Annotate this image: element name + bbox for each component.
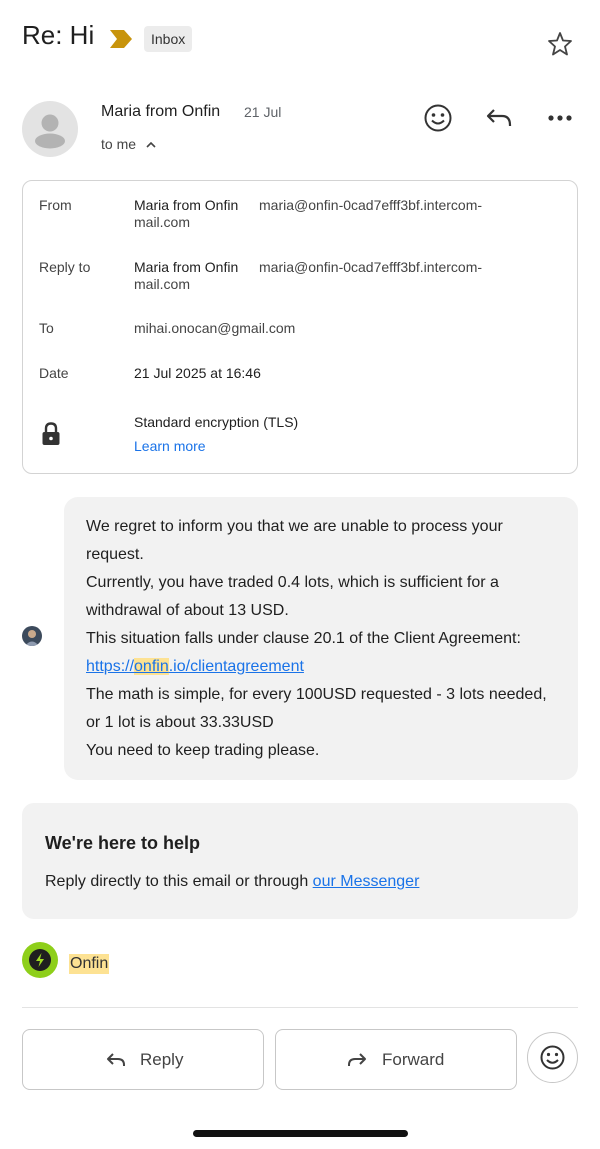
lock-icon: [40, 421, 62, 447]
from-email-cont[interactable]: mail.com: [134, 214, 191, 230]
sender-avatar[interactable]: [22, 101, 78, 157]
subject-bar: [22, 18, 578, 66]
reply-to-name: Maria from Onfin: [134, 259, 239, 275]
help-text-body: Reply directly to this email or through: [45, 873, 313, 890]
star-icon[interactable]: [546, 30, 574, 58]
message-details-card: [22, 180, 578, 474]
from-name: Maria from Onfin: [134, 197, 239, 213]
link-part-2[interactable]: .io/clientagreement: [168, 658, 304, 675]
emoji-reaction-icon[interactable]: [421, 101, 455, 135]
body-line-3-text: This situation falls under clause 20.1 of the Client Agreement:: [86, 630, 521, 647]
reply-button[interactable]: [22, 1029, 264, 1090]
body-line-3: [86, 625, 556, 681]
email-subject: Re: Hi: [22, 20, 95, 50]
emoji-icon: [528, 1033, 577, 1082]
from-email[interactable]: maria@onfin-0cad7efff3bf.intercom-: [259, 197, 483, 213]
lightning-icon: [22, 942, 58, 978]
recipients-toggle[interactable]: to me: [101, 136, 137, 152]
date-label: Date: [39, 365, 69, 381]
reply-to-email[interactable]: maria@onfin-0cad7efff3bf.intercom-: [259, 259, 483, 275]
reply-icon: [105, 1050, 127, 1070]
reply-to-email-cont[interactable]: mail.com: [134, 276, 191, 292]
link-part-highlight[interactable]: onfin: [134, 658, 169, 675]
forward-icon: [346, 1050, 368, 1070]
body-line-1: We regret to inform you that we are unable to process your request.: [86, 518, 503, 563]
message-date: 21 Jul: [244, 104, 282, 120]
chevron-up-icon[interactable]: [145, 139, 157, 151]
forward-button[interactable]: [275, 1029, 517, 1090]
to-label: To: [39, 320, 54, 336]
forward-label: Forward: [382, 1050, 445, 1069]
sender-name[interactable]: Maria from Onfin: [101, 103, 221, 120]
help-card: [22, 803, 578, 919]
help-text: [45, 873, 419, 891]
emoji-react-button[interactable]: [527, 1032, 578, 1083]
reply-label: Reply: [140, 1050, 184, 1069]
more-options-icon[interactable]: [543, 101, 577, 135]
client-agreement-link[interactable]: [86, 658, 304, 675]
message-body: [64, 497, 578, 780]
body-line-2: Currently, you have traded 0.4 lots, which is sufficient for a withdrawal of about 13 USD.: [86, 574, 499, 619]
person-icon: [22, 101, 78, 157]
encryption-text: Standard encryption (TLS): [134, 414, 299, 430]
inbox-label-chip[interactable]: Inbox: [144, 26, 192, 52]
learn-more-link[interactable]: Learn more: [134, 438, 206, 454]
reply-to-label: Reply to: [39, 259, 91, 275]
brand-name: Onfin: [70, 955, 109, 972]
date-value: 21 Jul 2025 at 16:46: [134, 365, 261, 381]
help-title: We're here to help: [45, 833, 200, 853]
onfin-logo: [22, 942, 58, 978]
home-indicator[interactable]: [193, 1130, 408, 1137]
importance-marker-icon[interactable]: [108, 28, 134, 50]
to-email[interactable]: mihai.onocan@gmail.com: [134, 320, 296, 336]
divider: [22, 1007, 578, 1008]
person-photo-icon: [22, 626, 42, 646]
from-label: From: [39, 197, 72, 213]
reply-icon[interactable]: [482, 101, 516, 135]
body-line-4: The math is simple, for every 100USD requested - 3 lots needed, or 1 lot is about 33.33USD: [86, 686, 547, 731]
messenger-link[interactable]: our Messenger: [312, 873, 420, 890]
body-line-5: You need to keep trading please.: [86, 742, 320, 759]
sender-small-avatar: [22, 626, 42, 646]
link-part-1[interactable]: https://: [86, 658, 135, 675]
